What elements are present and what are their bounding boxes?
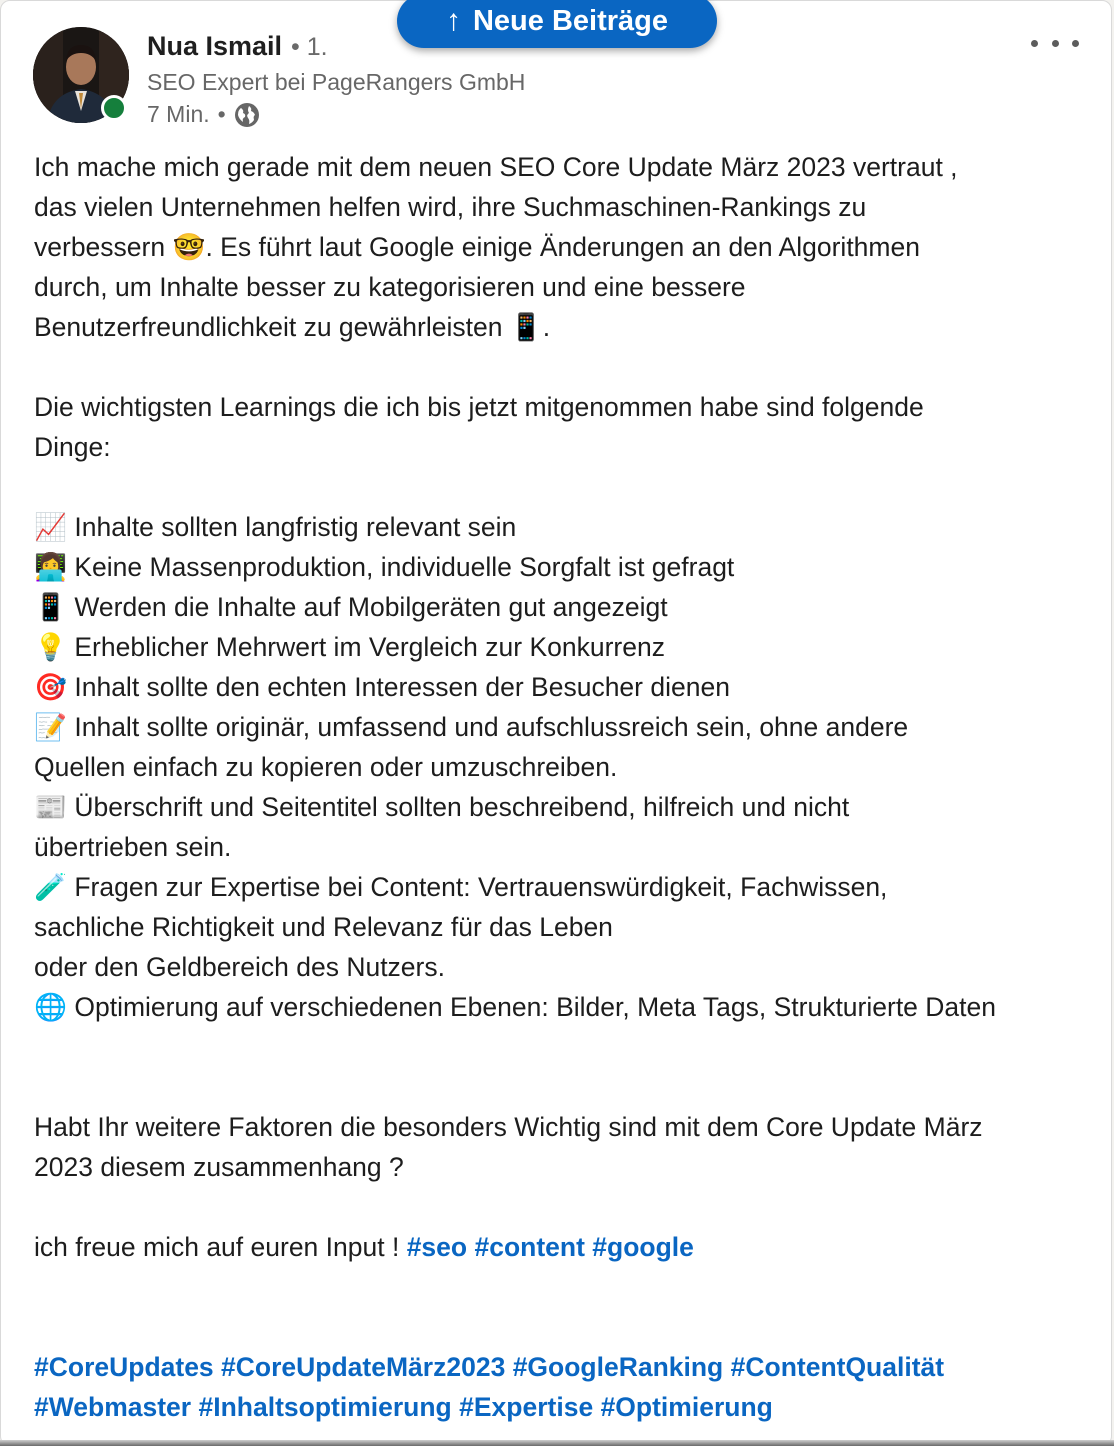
bullet-line: 🧪 Fragen zur Expertise bei Content: Vertrauenswürdigkeit, Fachwissen, [34, 872, 888, 902]
post-meta [147, 101, 260, 128]
text-line: Habt Ihr weitere Faktoren die besonders Wichtig sind mit dem Core Update März [34, 1112, 983, 1142]
bullet-line: sachliche Richtigkeit und Relevanz für das Leben [34, 912, 613, 942]
post-text [34, 147, 1094, 1427]
online-status-dot [101, 95, 127, 121]
closing-text: ich freue mich auf euren Input ! [34, 1232, 407, 1262]
bullet-line: 💡 Erheblicher Mehrwert im Vergleich zur Konkurrenz [34, 632, 665, 662]
text-line: Die wichtigsten Learnings die ich bis jetzt mitgenommen habe sind folgende [34, 392, 924, 422]
text-line: 2023 diesem zusammenhang ? [34, 1152, 404, 1182]
connection-degree: • 1. [291, 33, 328, 61]
bullet-line: 📝 Inhalt sollte originär, umfassend und aufschlussreich sein, ohne andere [34, 712, 909, 742]
hashtag-link[interactable]: #Inhaltsoptimierung [198, 1392, 452, 1422]
hashtag-link[interactable]: #Webmaster [34, 1392, 192, 1422]
more-options-dot [1072, 40, 1079, 47]
hashtag-link[interactable]: #seo [406, 1232, 468, 1262]
arrow-up-icon: ↑ [445, 4, 461, 37]
meta-separator: • [217, 101, 226, 127]
text-line: Dinge: [34, 432, 111, 462]
hashtag-line [34, 1347, 1094, 1387]
author-headline: SEO Expert bei PageRangers GmbH [147, 69, 526, 95]
hashtag-link[interactable]: #google [592, 1232, 694, 1262]
more-options-dot [1052, 40, 1059, 47]
new-posts-button[interactable] [397, 0, 717, 48]
hashtag-link[interactable]: #Optimierung [600, 1392, 773, 1422]
bottom-edge [0, 1440, 1114, 1446]
hashtag-link[interactable]: #ContentQualität [730, 1352, 945, 1382]
bullet-line: 📈 Inhalte sollten langfristig relevant sein [34, 512, 517, 542]
text-line: das vielen Unternehmen helfen wird, ihre Suchmaschinen-Rankings zu [34, 192, 867, 222]
post-time[interactable]: 7 Min. [147, 101, 210, 127]
bullet-line: 🌐 Optimierung auf verschiedenen Ebenen: Bilder, Meta Tags, Strukturierte Daten [34, 992, 996, 1022]
bullet-line: 👩‍💻 Keine Massenproduktion, individuelle Sorgfalt ist gefragt [34, 552, 735, 582]
bullet-line: 📱 Werden die Inhalte auf Mobilgeräten gut angezeigt [34, 592, 668, 622]
hashtag-line [34, 1387, 1094, 1427]
text-line: Ich mache mich gerade mit dem neuen SEO Core Update März 2023 vertraut , [34, 152, 958, 182]
bullet-line: oder den Geldbereich des Nutzers. [34, 952, 445, 982]
hashtag-link[interactable]: #CoreUpdates [34, 1352, 214, 1382]
bullet-line: 📰 Überschrift und Seitentitel sollten beschreibend, hilfreich und nicht [34, 792, 850, 822]
bullet-line: Quellen einfach zu kopieren oder umzuschreiben. [34, 752, 618, 782]
text-line: Benutzerfreundlichkeit zu gewährleisten 📱. [34, 312, 551, 342]
globe-icon [234, 102, 260, 128]
author-name[interactable]: Nua Ismail [147, 31, 283, 61]
more-options-dot [1031, 40, 1038, 47]
hashtag-link[interactable]: #Expertise [459, 1392, 594, 1422]
more-options-button[interactable] [1031, 29, 1079, 57]
new-posts-label: Neue Beiträge [472, 4, 668, 37]
hashtag-link[interactable]: #GoogleRanking [512, 1352, 724, 1382]
hashtag-link[interactable]: #CoreUpdateMärz2023 [221, 1352, 506, 1382]
bullet-line: 🎯 Inhalt sollte den echten Interessen der Besucher dienen [34, 672, 730, 702]
hashtag-link[interactable]: #content [474, 1232, 585, 1262]
text-line: verbessern 🤓. Es führt laut Google einige Änderungen an den Algorithmen [34, 232, 920, 262]
bullet-line: übertrieben sein. [34, 832, 232, 862]
closing-line [34, 1227, 1094, 1267]
text-line: durch, um Inhalte besser zu kategorisieren und eine bessere [34, 272, 746, 302]
